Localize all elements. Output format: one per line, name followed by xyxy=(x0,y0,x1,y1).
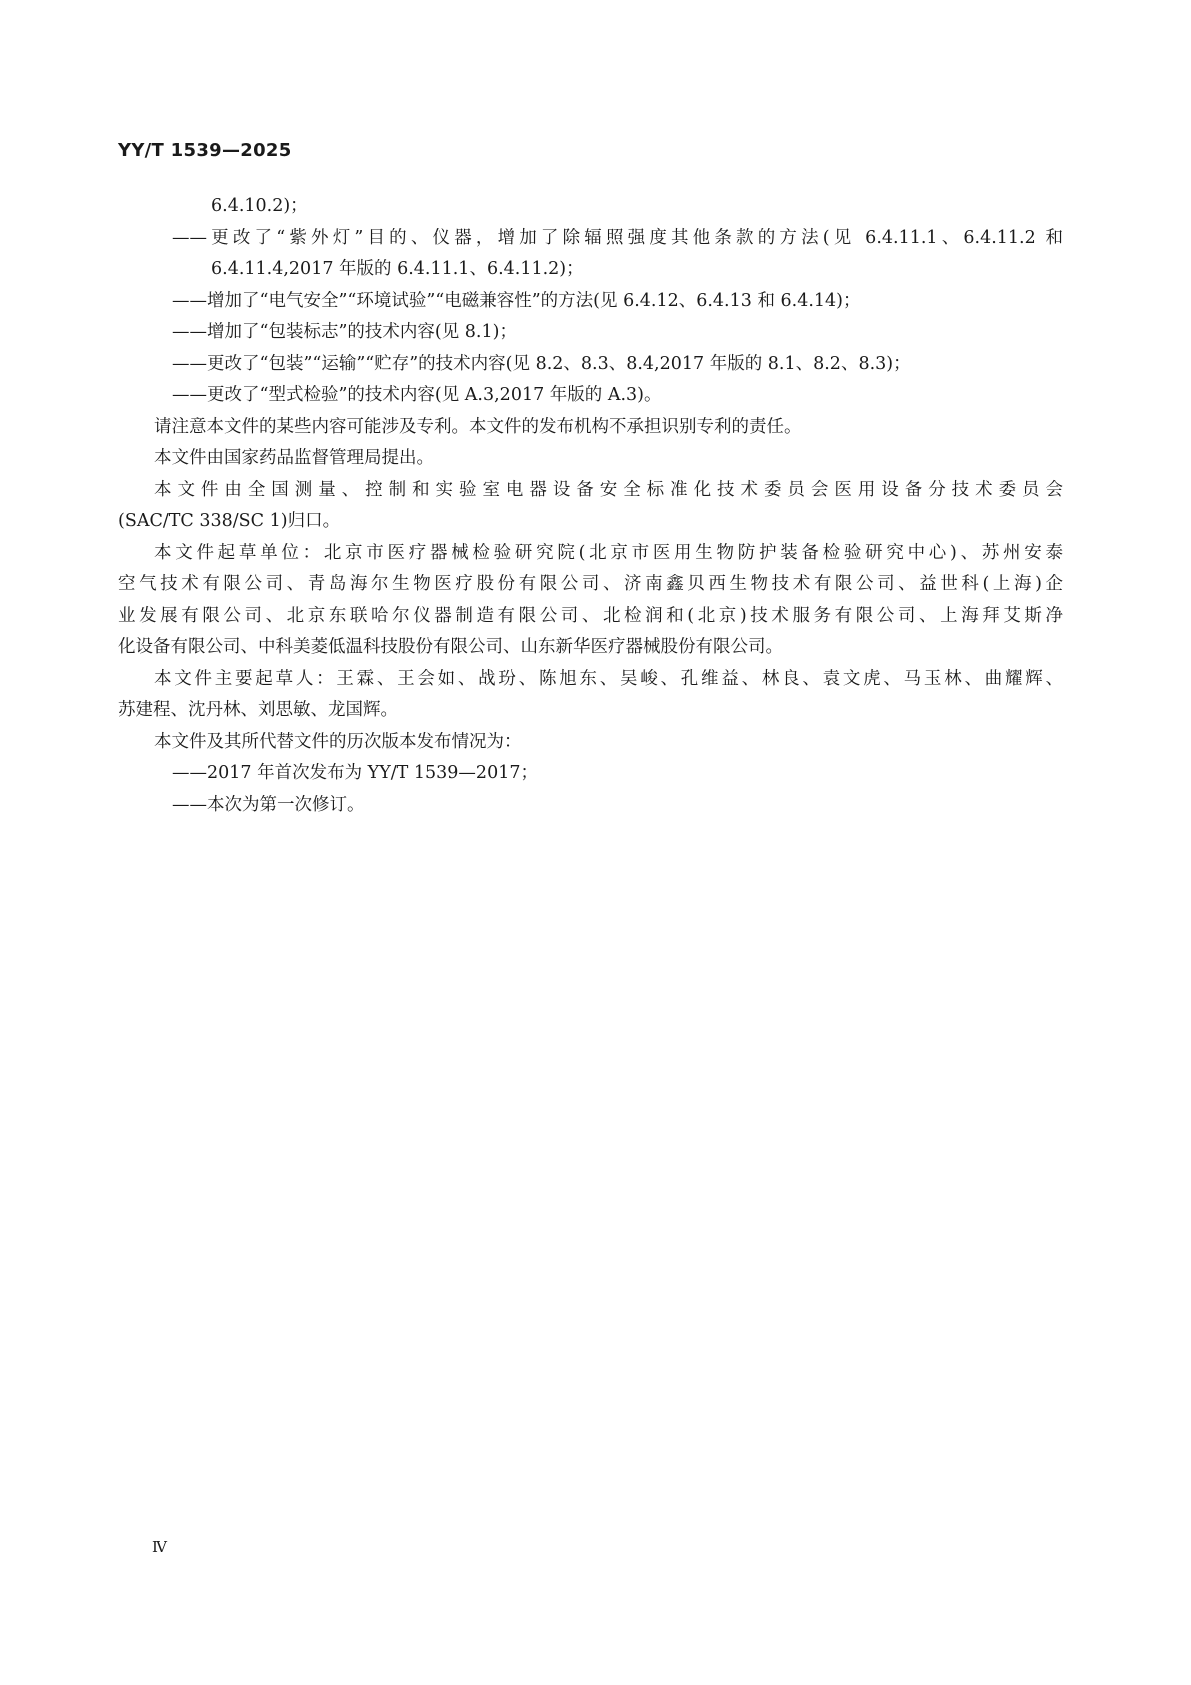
change-item-uv-lamp: ——更改了“紫外灯”目的、仪器，增加了除辐照强度其他条款的方法(见 6.4.11.1、6.4.11.2 和 xyxy=(172,227,1063,248)
change-item-continuation: 6.4.11.4,2017 年版的 6.4.11.1、6.4.11.2)； xyxy=(211,259,584,279)
patent-notice: 请注意本文件的某些内容可能涉及专利。本文件的发布机构不承担识别专利的责任。 xyxy=(154,416,802,437)
change-item-packaging-transport-storage: ——更改了“包装”“运输”“贮存”的技术内容(见 8.2、8.3、8.4,2017 年版的 8.1、8.2、8.3)； xyxy=(172,353,911,374)
text-line-continuation: 6.4.10.2)； xyxy=(211,196,308,216)
drafting-units-continuation: 化设备有限公司、中科美菱低温科技股份有限公司、山东新华医疗器械股份有限公司。 xyxy=(118,637,783,657)
change-item-packaging-marking: ——增加了“包装标志”的技术内容(见 8.1)； xyxy=(172,322,517,342)
change-item-type-test: ——更改了“型式检验”的技术内容(见 A.3,2017 年版的 A.3)。 xyxy=(172,385,662,405)
main-drafters-continuation: 苏建程、沈丹林、刘思敏、龙国辉。 xyxy=(118,700,398,720)
change-item-electrical-safety: ——增加了“电气安全”“环境试验”“电磁兼容性”的方法(见 6.4.12、6.4.13 和 6.4.14)； xyxy=(172,290,861,311)
standard-code-header: YY/T 1539—2025 xyxy=(118,140,292,161)
drafting-units: 本文件起草单位：北京市医疗器械检验研究院(北京市医用生物防护装备检验研究中心)、苏州安泰 xyxy=(154,542,1063,563)
version-history-item-revision: ——本次为第一次修订。 xyxy=(172,794,365,815)
version-history-intro: 本文件及其所代替文件的历次版本发布情况为： xyxy=(154,731,522,752)
drafting-units-continuation: 空气技术有限公司、青岛海尔生物医疗股份有限公司、济南鑫贝西生物技术有限公司、益世科(上海)企 xyxy=(118,574,1063,594)
proposer-statement: 本文件由国家药品监督管理局提出。 xyxy=(154,448,434,468)
page-number: Ⅳ xyxy=(152,1538,167,1556)
drafting-units-continuation: 业发展有限公司、北京东联哈尔仪器制造有限公司、北检润和(北京)技术服务有限公司、上海拜艾斯净 xyxy=(118,605,1063,626)
technical-committee-statement: 本文件由全国测量、控制和实验室电器设备安全标准化技术委员会医用设备分技术委员会 xyxy=(154,479,1063,500)
document-body xyxy=(118,191,1063,821)
technical-committee-statement-continuation: (SAC/TC 338/SC 1)归口。 xyxy=(118,511,341,531)
version-history-item-2017: ——2017 年首次发布为 YY/T 1539—2017； xyxy=(172,763,538,783)
main-drafters: 本文件主要起草人：王霖、王会如、战玢、陈旭东、吴峻、孔维益、林良、袁文虎、马玉林、曲耀辉、 xyxy=(154,668,1063,689)
